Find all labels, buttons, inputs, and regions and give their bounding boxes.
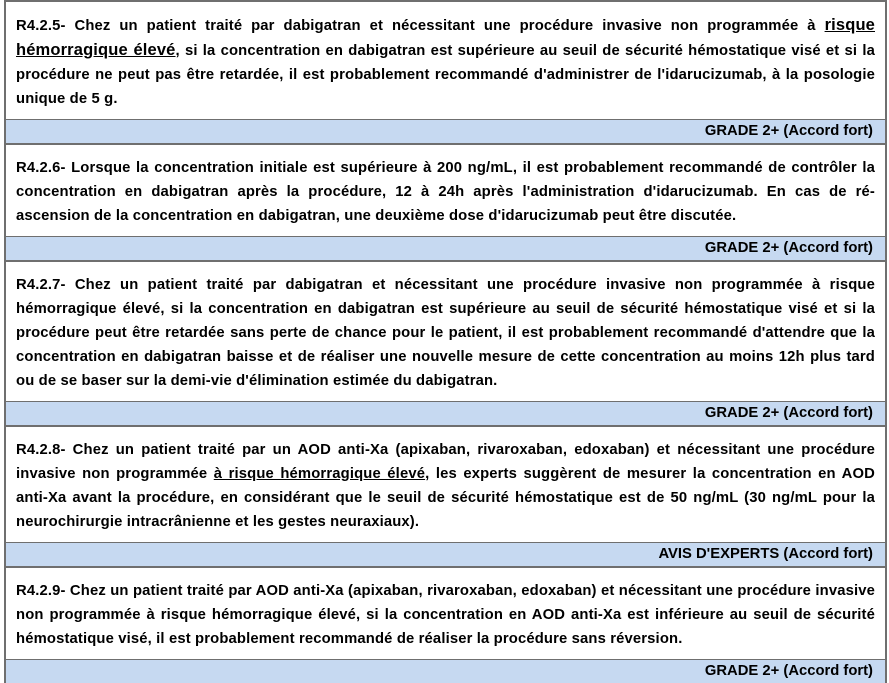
recommendation-r4-2-9: [6, 566, 885, 683]
recommendation-r4-2-6: [6, 143, 885, 260]
grade-label: AVIS D'EXPERTS (Accord fort): [6, 542, 885, 566]
underlined-risk-text: à risque hémorragique élevé: [213, 466, 426, 482]
recommendation-text: [6, 2, 885, 119]
recommendation-text: R4.2.9- Chez un patient traité par AOD anti-Xa (apixaban, rivaroxaban, edoxaban) et nécessitant une procédure invasive non programmée à risque hémorragique élevé, si la concentration en AOD anti-Xa est inférieure au seuil de sécurité hémostatique visé, il est probablement recommandé de réaliser la procédure sans réversion.: [16, 583, 875, 647]
recommendation-r4-2-5: [6, 0, 885, 143]
grade-label: GRADE 2+ (Accord fort): [6, 119, 885, 143]
grade-label: GRADE 2+ (Accord fort): [6, 236, 885, 260]
recommendation-r4-2-7: [6, 260, 885, 425]
underlined-risk-text: risque hémorragique élevé: [16, 16, 875, 59]
recommendation-text: R4.2.6- Lorsque la concentration initiale est supérieure à 200 ng/mL, il est probablement recommandé de contrôler la concentration en dabigatran après la procédure, 12 à 24h après l'administration d'idarucizumab. En cas de ré-ascension de la concentration en dabigatran, une deuxième dose d'idarucizumab peut être discutée.: [16, 160, 875, 224]
recommendation-text: [6, 427, 885, 542]
recommendation-text: R4.2.7- Chez un patient traité par dabigatran et nécessitant une procédure invasive non programmée à risque hémorragique élevé, si la concentration en dabigatran est supérieure au seuil de sécurité hémostatique visé et si la procédure peut être retardée sans perte de chance pour le patient, il est probablement recommandé d'attendre que la concentration en dabigatran baisse et de réaliser une nouvelle mesure de cette concentration au moins 12h plus tard ou de se baser sur la demi-vie d'élimination estimée du dabigatran.: [16, 277, 875, 389]
recommendation-text-end: , les experts suggèrent de mesurer la concentration en AOD anti-Xa avant la procédure, en considérant que le seuil de sécurité hémostatique est de 50 ng/mL (30 ng/mL pour la neurochirurgie intracrânienne et les gestes neuraxiaux).: [16, 466, 875, 530]
grade-label: GRADE 2+ (Accord fort): [6, 401, 885, 425]
recommendations-document: [4, 0, 887, 683]
recommendation-text-start: R4.2.5- Chez un patient traité par dabigatran et nécessitant une procédure invasive non programmée à: [16, 18, 825, 34]
recommendation-text-end: , si la concentration en dabigatran est supérieure au seuil de sécurité hémostatique visé et si la procédure ne peut pas être retardée, il est probablement recommandé d'administrer de l'idarucizumab, à la posologie unique de 5 g.: [16, 43, 875, 107]
grade-label: GRADE 2+ (Accord fort): [6, 659, 885, 683]
recommendation-text-start: R4.2.8- Chez un patient traité par un AOD anti-Xa (apixaban, rivaroxaban, edoxaban) et nécessitant une procédure invasive non programmée: [16, 442, 875, 482]
recommendation-r4-2-8: [6, 425, 885, 566]
